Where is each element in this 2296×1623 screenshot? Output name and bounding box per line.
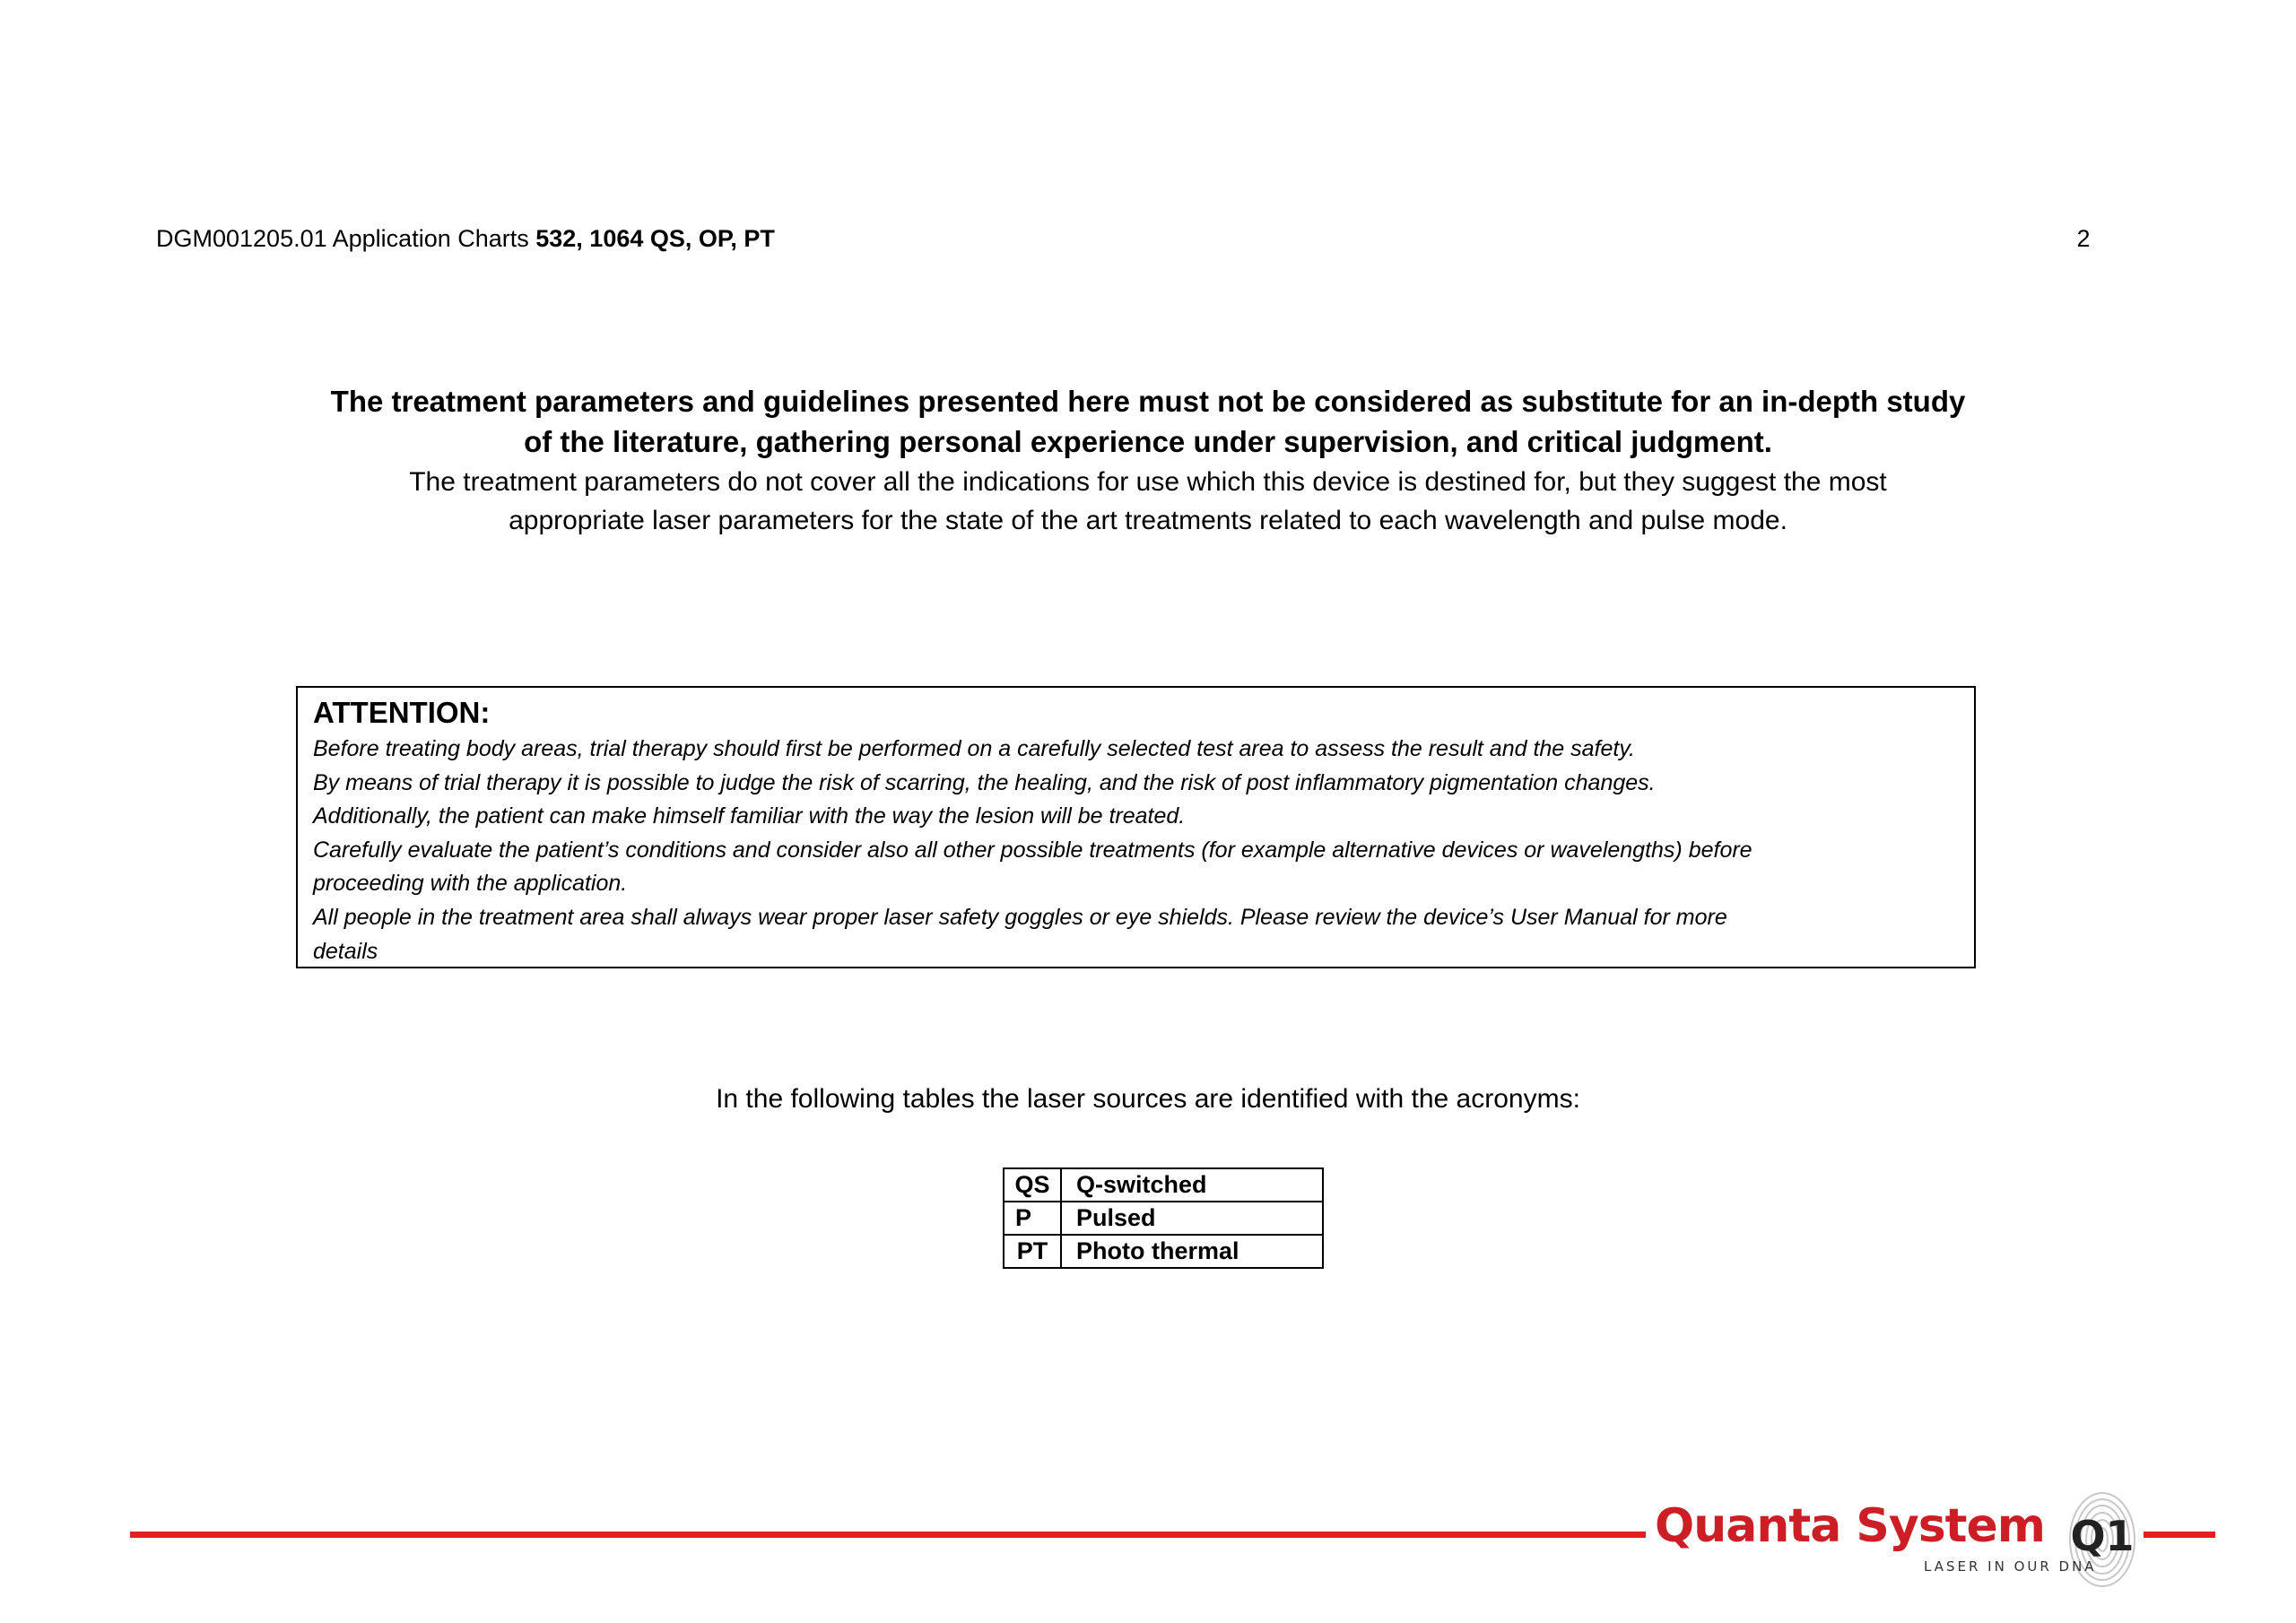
disclaimer-bold-line-1: The treatment parameters and guidelines presented here must not be considered as substitute for an in-depth study [330, 385, 1966, 418]
logo-q1: Q1 [2070, 1512, 2135, 1560]
attention-line: Before treating body areas, trial therapy should first be performed on a carefully selected test area to assess the result and the safety. [313, 736, 1635, 761]
table-row [1004, 1202, 1323, 1235]
table-row [1004, 1235, 1323, 1268]
disclaimer-line-2: appropriate laser parameters for the state of the art treatments related to each wavelength and pulse mode. [509, 506, 1787, 535]
doc-title: 532, 1064 QS, OP, PT [535, 225, 775, 252]
attention-box [296, 686, 1976, 968]
logo-wordmark: Quanta System [1655, 1499, 2045, 1553]
attention-title: ATTENTION: [313, 696, 491, 729]
document-header [156, 221, 775, 256]
page-number: 2 [2076, 225, 2091, 252]
acronym-meaning: Q-switched [1061, 1168, 1323, 1202]
attention-line: By means of trial therapy it is possible to judge the risk of scarring, the healing, and the risk of post inflammatory pigmentation changes. [313, 769, 1656, 795]
footer-rule-right [2144, 1532, 2215, 1538]
attention-line: All people in the treatment area shall always wear proper laser safety goggles or eye shields. Please review the device’s User Manual for more [313, 904, 1727, 930]
attention-line: Additionally, the patient can make himself familiar with the way the lesion will be treated. [313, 803, 1186, 829]
acronym-meaning: Photo thermal [1061, 1235, 1323, 1268]
acronym-table [1003, 1167, 1324, 1269]
acronym-abbr: QS [1004, 1168, 1061, 1202]
acronym-abbr: P [1004, 1202, 1061, 1235]
acronym-abbr: PT [1004, 1235, 1061, 1268]
attention-line: proceeding with the application. [313, 871, 628, 897]
quanta-system-logo [1655, 1487, 2139, 1594]
table-row [1004, 1168, 1323, 1202]
acronym-meaning: Pulsed [1061, 1202, 1323, 1235]
disclaimer-bold-line-2: of the literature, gathering personal experience under supervision, and critical judgment. [524, 425, 1772, 458]
doc-id: DGM001205.01 Application Charts [156, 225, 536, 252]
logo-tagline: LASER IN OUR DNA [1924, 1558, 2097, 1575]
attention-line: details [313, 938, 378, 964]
disclaimer-line-1: The treatment parameters do not cover all the indications for use which this device is destined for, but they suggest the most [409, 467, 1887, 497]
acronym-intro: In the following tables the laser sources are identified with the acronyms: [716, 1084, 1580, 1114]
footer-rule-left [130, 1532, 1646, 1538]
attention-line: Carefully evaluate the patient’s conditions and consider also all other possible treatments (for example alternative devices or wavelengths) before [313, 837, 1752, 863]
disclaimer [224, 381, 2072, 539]
